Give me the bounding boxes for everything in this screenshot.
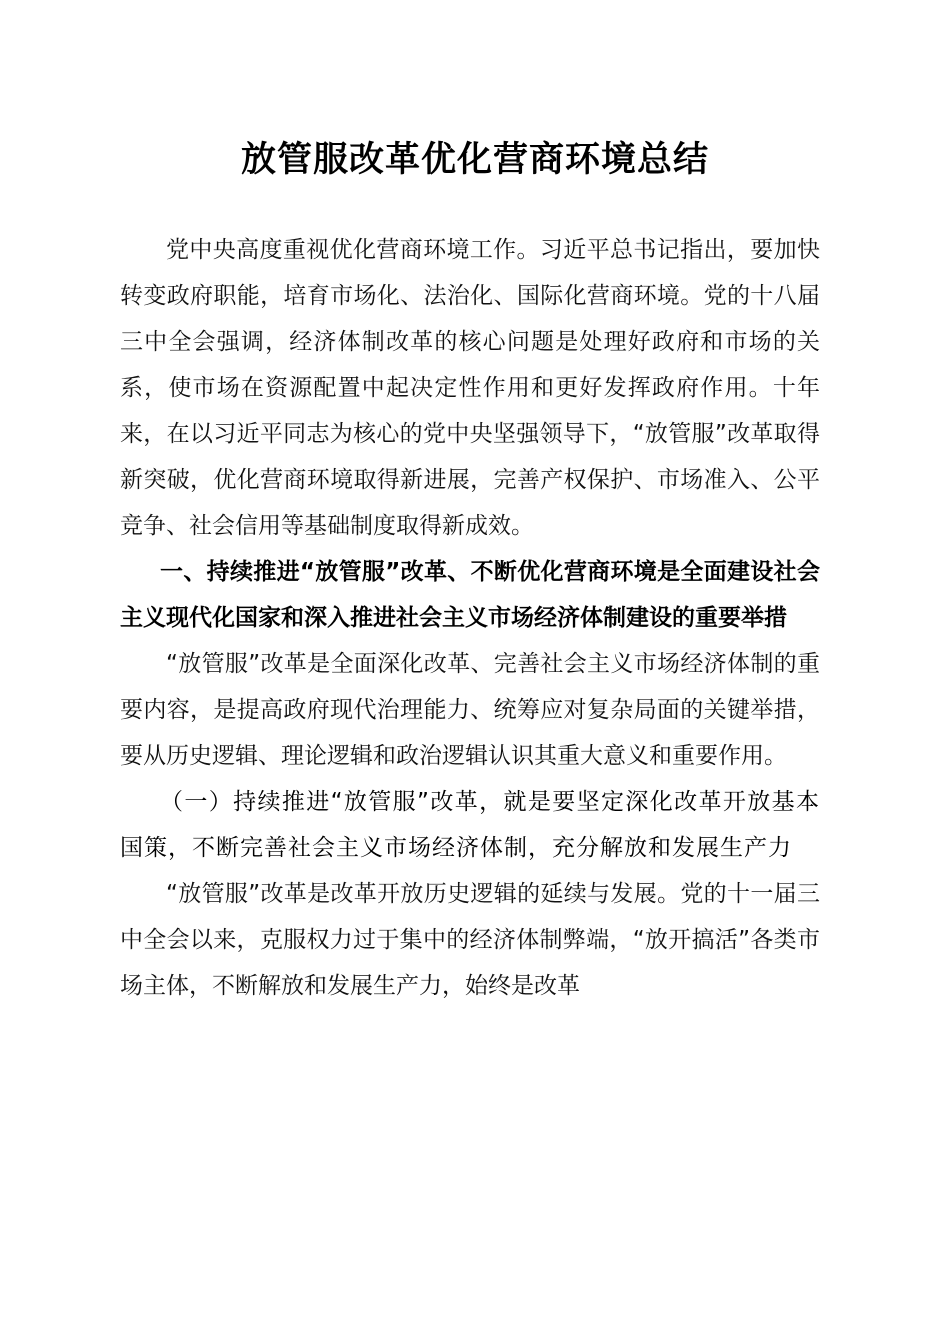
document-title: 放管服改革优化营商环境总结	[240, 139, 709, 180]
subsection-heading-1: （一）持续推进“放管服”改革，就是要坚定深化改革开放基本国策，不断完善社会主义市场经济体制，充分解放和发展生产力	[120, 789, 820, 861]
section-heading-1: 一、持续推进“放管服”改革、不断优化营商环境是全面建设社会主义现代化国家和深入推进社会主义市场经济体制建设的重要举措	[120, 559, 820, 631]
paragraph-subsection-1: “放管服”改革是改革开放历史逻辑的延续与发展。党的十一届三中全会以来，克服权力过于集中的经济体制弊端，“放开搞活”各类市场主体，不断解放和发展生产力，始终是改革	[120, 881, 820, 999]
paragraph-intro: 党中央高度重视优化营商环境工作。习近平总书记指出，要加快转变政府职能，培育市场化、法治化、国际化营商环境。党的十八届三中全会强调，经济体制改革的核心问题是处理好政府和市场的关系，使市场在资源配置中起决定性作用和更好发挥政府作用。十年来，在以习近平同志为核心的党中央坚强领导下，“放管服”改革取得新突破，优化营商环境取得新进展，完善产权保护、市场准入、公平竞争、社会信用等基础制度取得新成效。	[120, 237, 820, 539]
paragraph-section-1: “放管服”改革是全面深化改革、完善社会主义市场经济体制的重要内容，是提高政府现代治理能力、统筹应对复杂局面的关键举措，要从历史逻辑、理论逻辑和政治逻辑认识其重大意义和重要作用。	[120, 651, 820, 769]
document-body	[120, 227, 820, 1009]
